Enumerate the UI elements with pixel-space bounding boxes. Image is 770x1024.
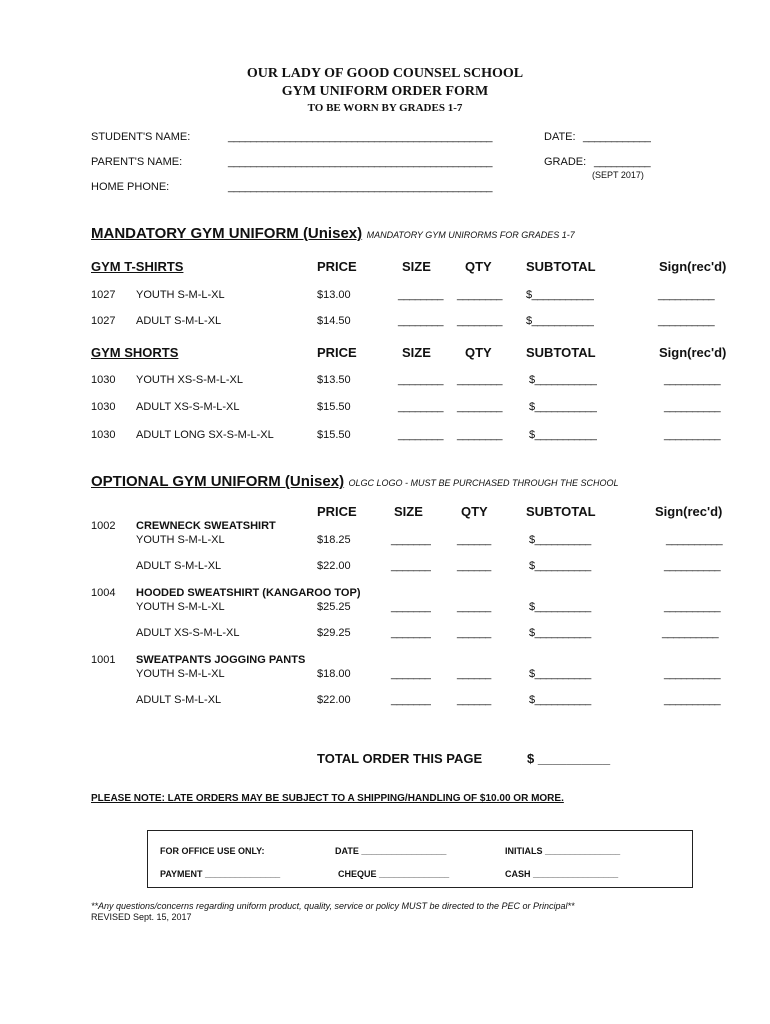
size-field[interactable]: _______	[391, 668, 431, 680]
sign-field[interactable]: __________	[664, 429, 721, 441]
subtotal-field[interactable]: $___________	[526, 289, 594, 301]
qty-field[interactable]: ________	[457, 289, 502, 301]
item-price: $13.50	[317, 374, 351, 386]
item-code: 1002	[91, 520, 116, 532]
subtotal-field[interactable]: $___________	[529, 429, 597, 441]
shorts-col-sign: Sign(rec'd)	[659, 345, 727, 360]
grade-field[interactable]: __________	[594, 156, 651, 168]
item-description: ADULT XS-S-M-L-XL	[136, 627, 240, 639]
home-phone-label: HOME PHONE:	[91, 181, 170, 193]
subtotal-field[interactable]: $___________	[529, 401, 597, 413]
optional-note: OLGC LOGO - MUST BE PURCHASED THROUGH THE SCHOOL	[348, 478, 619, 488]
shorts-heading: GYM SHORTS	[91, 345, 179, 360]
tshirts-col-subtotal: SUBTOTAL	[526, 259, 596, 274]
optional-section-heading	[91, 473, 619, 491]
item-price: $18.25	[317, 534, 351, 546]
student-name-field[interactable]: _______________________________________________	[228, 131, 493, 143]
subtotal-field[interactable]: $__________	[529, 668, 591, 680]
size-field[interactable]: _______	[391, 627, 431, 639]
tshirts-heading: GYM T-SHIRTS	[91, 259, 184, 274]
item-description: ADULT S-M-L-XL	[136, 694, 222, 706]
sign-field[interactable]: __________	[662, 627, 719, 639]
student-name-label: STUDENT'S NAME:	[91, 131, 191, 143]
sign-field[interactable]: __________	[664, 374, 721, 386]
item-description: YOUTH S-M-L-XL	[136, 534, 225, 546]
item-description: ADULT XS-S-M-L-XL	[136, 401, 240, 413]
home-phone-field[interactable]: _______________________________________________	[228, 181, 493, 193]
office-initials-field[interactable]: INITIALS _______________	[505, 846, 621, 856]
qty-field[interactable]: ______	[457, 560, 491, 572]
sign-field[interactable]: __________	[664, 601, 721, 613]
footer-disclaimer: **Any questions/concerns regarding uniform product, quality, service or policy MUST be directed to the PEC or Principal**	[91, 901, 575, 911]
item-code: 1030	[91, 401, 116, 413]
date-field[interactable]: ____________	[583, 131, 651, 143]
shorts-col-size: SIZE	[402, 345, 431, 360]
item-code: 1030	[91, 374, 116, 386]
tshirts-col-price: PRICE	[317, 259, 357, 274]
qty-field[interactable]: ________	[457, 315, 502, 327]
item-code: 1001	[91, 654, 116, 666]
grade-label: GRADE:	[544, 156, 587, 168]
optional-col-qty: QTY	[461, 504, 488, 519]
subtotal-field[interactable]: $___________	[529, 374, 597, 386]
revised-date: REVISED Sept. 15, 2017	[91, 912, 192, 922]
size-field[interactable]: ________	[398, 289, 443, 301]
shorts-col-subtotal: SUBTOTAL	[526, 345, 596, 360]
item-code: 1004	[91, 587, 116, 599]
sign-field[interactable]: __________	[664, 668, 721, 680]
qty-field[interactable]: ______	[457, 534, 491, 546]
item-price: $25.25	[317, 601, 351, 613]
subtotal-field[interactable]: $__________	[529, 627, 591, 639]
optional-col-subtotal: SUBTOTAL	[526, 504, 596, 519]
sign-field[interactable]: __________	[664, 560, 721, 572]
item-code: 1027	[91, 289, 116, 301]
qty-field[interactable]: ________	[457, 401, 502, 413]
tshirts-col-qty: QTY	[465, 259, 492, 274]
subtotal-field[interactable]: $__________	[529, 601, 591, 613]
tshirts-col-sign: Sign(rec'd)	[659, 259, 727, 274]
subtotal-field[interactable]: $__________	[529, 534, 591, 546]
optional-title: OPTIONAL GYM UNIFORM (Unisex)	[91, 473, 345, 490]
sign-field[interactable]: __________	[666, 534, 723, 546]
item-price: $29.25	[317, 627, 351, 639]
parent-name-label: PARENT'S NAME:	[91, 156, 183, 168]
item-price: $13.00	[317, 289, 351, 301]
item-description: ADULT S-M-L-XL	[136, 315, 222, 327]
item-group-name: SWEATPANTS JOGGING PANTS	[136, 654, 306, 666]
item-description: YOUTH S-M-L-XL	[136, 601, 225, 613]
size-field[interactable]: ________	[398, 315, 443, 327]
office-use-box	[147, 830, 693, 888]
qty-field[interactable]: ______	[457, 694, 491, 706]
size-field[interactable]: ________	[398, 429, 443, 441]
subtotal-field[interactable]: $__________	[529, 694, 591, 706]
office-cheque-field[interactable]: CHEQUE ______________	[338, 869, 450, 879]
office-payment-field[interactable]: PAYMENT _______________	[160, 869, 281, 879]
total-field[interactable]: $ __________	[527, 751, 611, 766]
sign-field[interactable]: __________	[664, 694, 721, 706]
total-label: TOTAL ORDER THIS PAGE	[317, 751, 483, 766]
size-field[interactable]: _______	[391, 601, 431, 613]
item-group-name: CREWNECK SWEATSHIRT	[136, 520, 276, 532]
office-use-title: FOR OFFICE USE ONLY:	[160, 846, 265, 856]
item-price: $14.50	[317, 315, 351, 327]
mandatory-title: MANDATORY GYM UNIFORM (Unisex)	[91, 225, 363, 242]
form-subtitle: TO BE WORN BY GRADES 1-7	[307, 102, 463, 114]
parent-name-field[interactable]: _______________________________________________	[228, 156, 493, 168]
optional-col-price: PRICE	[317, 504, 357, 519]
subtotal-field[interactable]: $___________	[526, 315, 594, 327]
size-field[interactable]: _______	[391, 694, 431, 706]
item-description: ADULT LONG SX-S-M-L-XL	[136, 429, 274, 441]
sign-field[interactable]: __________	[664, 401, 721, 413]
item-price: $18.00	[317, 668, 351, 680]
qty-field[interactable]: ______	[457, 668, 491, 680]
sign-field[interactable]: __________	[658, 315, 715, 327]
office-date-field[interactable]: DATE _________________	[335, 846, 447, 856]
qty-field[interactable]: ______	[457, 627, 491, 639]
tshirts-col-size: SIZE	[402, 259, 431, 274]
item-price: $15.50	[317, 401, 351, 413]
item-code: 1030	[91, 429, 116, 441]
size-field[interactable]: ________	[398, 401, 443, 413]
size-field[interactable]: _______	[391, 560, 431, 572]
sign-field[interactable]: __________	[658, 289, 715, 301]
school-name: OUR LADY OF GOOD COUNSEL SCHOOL	[246, 66, 524, 81]
mandatory-section-heading	[91, 225, 575, 243]
item-description: ADULT S-M-L-XL	[136, 560, 222, 572]
late-orders-note: PLEASE NOTE: LATE ORDERS MAY BE SUBJECT TO A SHIPPING/HANDLING OF $10.00 OR MORE.	[91, 793, 564, 804]
item-description: YOUTH S-M-L-XL	[136, 668, 225, 680]
item-price: $22.00	[317, 694, 351, 706]
item-code: 1027	[91, 315, 116, 327]
mandatory-note: MANDATORY GYM UNIRORMS FOR GRADES 1-7	[366, 230, 575, 240]
item-price: $15.50	[317, 429, 351, 441]
qty-field[interactable]: ________	[457, 429, 502, 441]
qty-field[interactable]: ______	[457, 601, 491, 613]
item-description: YOUTH XS-S-M-L-XL	[136, 374, 243, 386]
optional-col-sign: Sign(rec'd)	[655, 504, 723, 519]
item-price: $22.00	[317, 560, 351, 572]
item-group-name: HOODED SWEATSHIRT (KANGAROO TOP)	[136, 587, 361, 599]
qty-field[interactable]: ________	[457, 374, 502, 386]
shorts-col-price: PRICE	[317, 345, 357, 360]
date-label: DATE:	[544, 131, 576, 143]
subtotal-field[interactable]: $__________	[529, 560, 591, 572]
office-cash-field[interactable]: CASH _________________	[505, 869, 619, 879]
item-description: YOUTH S-M-L-XL	[136, 289, 225, 301]
size-field[interactable]: _______	[391, 534, 431, 546]
shorts-col-qty: QTY	[465, 345, 492, 360]
optional-col-size: SIZE	[394, 504, 423, 519]
form-title: GYM UNIFORM ORDER FORM	[281, 84, 489, 99]
grade-note: (SEPT 2017)	[592, 170, 644, 180]
size-field[interactable]: ________	[398, 374, 443, 386]
